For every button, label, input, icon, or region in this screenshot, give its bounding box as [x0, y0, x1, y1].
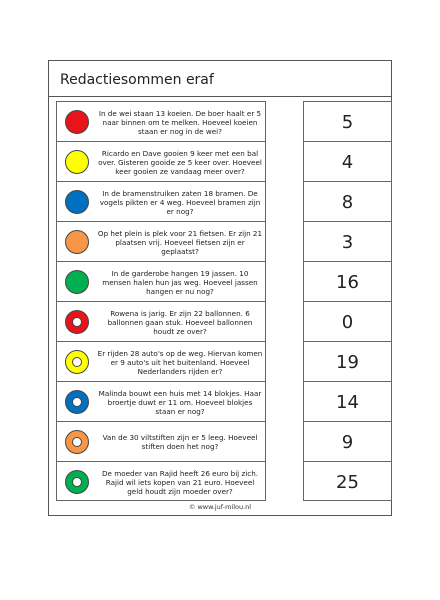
answer-row	[304, 142, 391, 182]
green-circle-icon	[65, 270, 89, 294]
orange-ring-icon	[65, 430, 89, 454]
question-text: Er rijden 28 auto's op de weg. Hiervan komen er 9 auto's uit het buitenland. Hoeveel Nederlanders rijden er?	[97, 348, 263, 376]
question-text: De moeder van Rajid heeft 26 euro bij zich. Rajid wil iets kopen van 21 euro. Hoeveel geld houdt zijn moeder over?	[101, 468, 259, 496]
answer-value: 3	[341, 231, 354, 253]
question-row	[57, 422, 265, 462]
yellow-ring-icon	[65, 350, 89, 374]
question-row	[57, 342, 265, 382]
questions-table	[56, 101, 266, 501]
red-circle-icon	[65, 110, 89, 134]
page-title: Redactiesommen eraf	[60, 72, 214, 88]
footer-credit: © www.juf-milou.nl	[188, 503, 252, 511]
red-ring-icon	[65, 310, 89, 334]
question-row	[57, 262, 265, 302]
answer-row	[304, 422, 391, 462]
question-row	[57, 302, 265, 342]
answer-row	[304, 222, 391, 262]
question-text: In de garderobe hangen 19 jassen. 10 mensen halen hun jas weg. Hoeveel jassen hangen er nu nog?	[102, 268, 258, 296]
answer-row	[304, 182, 391, 222]
question-text: In de bramenstruiken zaten 18 bramen. De vogels pikten er 4 weg. Hoeveel bramen zijn er nog?	[99, 188, 261, 216]
answer-value: 16	[336, 271, 359, 293]
yellow-circle-icon	[65, 150, 89, 174]
answer-value: 0	[341, 311, 354, 333]
answer-row	[304, 382, 391, 422]
question-row	[57, 142, 265, 182]
answer-row	[304, 462, 391, 502]
blue-circle-icon	[65, 190, 89, 214]
answer-row	[304, 262, 391, 302]
answer-value: 5	[341, 111, 354, 133]
question-text: Malinda bouwt een huis met 14 blokjes. Haar broertje duwt er 11 om. Hoeveel blokjes staan er nog?	[98, 388, 262, 416]
answer-row	[304, 302, 391, 342]
answers-table	[303, 101, 392, 501]
question-text: Van de 30 viltstiften zijn er 5 leeg. Hoeveel stiften doen het nog?	[102, 433, 258, 451]
question-row	[57, 182, 265, 222]
question-text: In de wei staan 13 koeien. De boer haalt er 5 naar binnen om te melken. Hoeveel koeien staan er nog in de wei?	[98, 108, 262, 136]
question-text: Ricardo en Dave gooien 9 keer met een bal over. Gisteren gooide ze 5 keer over. Hoeveel keer gooien ze vandaag meer over?	[98, 148, 262, 176]
title-divider	[48, 96, 392, 97]
answer-value: 25	[336, 471, 359, 493]
question-text: Rowena is jarig. Er zijn 22 ballonnen. 6 ballonnen gaan stuk. Hoeveel ballonnen houdt ze over?	[107, 308, 253, 336]
answer-value: 4	[341, 151, 354, 173]
green-ring-icon	[65, 470, 89, 494]
answer-value: 9	[341, 431, 354, 453]
question-row	[57, 102, 265, 142]
answer-row	[304, 342, 391, 382]
question-text: Op het plein is plek voor 21 fietsen. Er zijn 21 plaatsen vrij. Hoeveel fietsen zijn er geplaatst?	[97, 228, 263, 256]
answer-value: 19	[336, 351, 359, 373]
orange-circle-icon	[65, 230, 89, 254]
answer-value: 14	[336, 391, 359, 413]
blue-ring-icon	[65, 390, 89, 414]
question-row	[57, 462, 265, 502]
answer-row	[304, 102, 391, 142]
answer-value: 8	[341, 191, 354, 213]
question-row	[57, 222, 265, 262]
question-row	[57, 382, 265, 422]
